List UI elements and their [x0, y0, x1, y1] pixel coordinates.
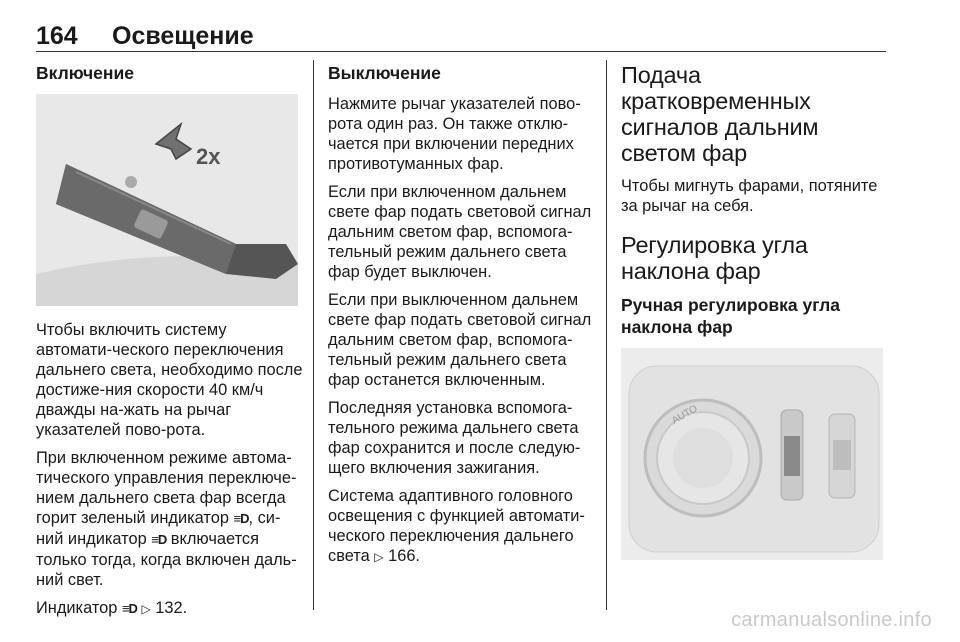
auto-position-label: AUTO: [670, 403, 700, 427]
paragraph-flash: Чтобы мигнуть фарами, потяните за рычаг на себя.: [621, 177, 878, 215]
heading-flash: Подача кратковременных сигналов дальним светом фар: [621, 62, 819, 166]
column-2: [328, 62, 598, 575]
heading-headlight-range: Регулировка угла наклона фар: [621, 232, 808, 284]
column-3: [621, 62, 893, 560]
subheading-manual-range: Ручная регулировка угла наклона фар: [621, 295, 840, 337]
page-header: [36, 22, 886, 52]
column-divider-2: [606, 60, 607, 610]
watermark: carmanualsonline.info: [731, 609, 932, 631]
paragraph-adaptive-lighting: Система адаптивного головного освещения с функцией автомати-ческого переключения дальнего света ▷ 166.: [328, 487, 585, 565]
column-divider-1: [313, 60, 314, 610]
paragraph-indicators: При включенном режиме автома-тического управления переключе-нием дальнего света фар всегда горит зеленый индикатор ≡D, си-ний индикатор ≡D включается только тогда, когда включен даль-ний свет.: [36, 449, 297, 589]
heading-switch-off: Выключение: [328, 63, 441, 83]
light-switch-panel-figure: [621, 348, 883, 560]
auto-high-beam-indicator-icon: ≡D: [233, 511, 249, 526]
paragraph: Последняя установка вспомога-тельного режима дальнего света фар сохранится и после следую-щего включения зажигания.: [328, 399, 581, 477]
lever-illustration: [36, 94, 298, 306]
header-divider: [36, 51, 886, 52]
column-1: [36, 62, 304, 627]
heading-switch-on: Включение: [36, 63, 134, 83]
turn-signal-lever-figure: [36, 94, 298, 306]
auto-high-beam-indicator-icon: ≡D: [121, 601, 137, 616]
paragraph-activation: Чтобы включить систему автомати-ческого переключения дальнего света, необходимо после достиже-ния скорости 40 км/ч дважды на-жать на рычаг указателей пово-рота.: [36, 321, 303, 439]
light-switch-illustration: [621, 348, 883, 560]
paragraph: Если при включенном дальнем свете фар подать световой сигнал дальним светом фар, вспомога-тельный режим дальнего света фар будет выключен.: [328, 183, 592, 281]
page-reference-arrow-icon: ▷: [141, 602, 151, 616]
high-beam-indicator-icon: ≡D: [151, 532, 167, 547]
press-twice-label: 2x: [196, 144, 221, 169]
paragraph-indicator-reference: Индикатор ≡D ▷ 132.: [36, 599, 188, 617]
paragraph: Если при выключенном дальнем свете фар подать световой сигнал дальним светом фар, вспомога-тельный режим дальнего света фар останется включенным.: [328, 291, 592, 389]
page-number: 164: [36, 22, 78, 50]
page-reference-arrow-icon: ▷: [374, 550, 384, 564]
paragraph: Нажмите рычаг указателей пово-рота один раз. Он также отклю-чается при включении передних противотуманных фар.: [328, 95, 581, 173]
chapter-title: Освещение: [112, 22, 254, 50]
